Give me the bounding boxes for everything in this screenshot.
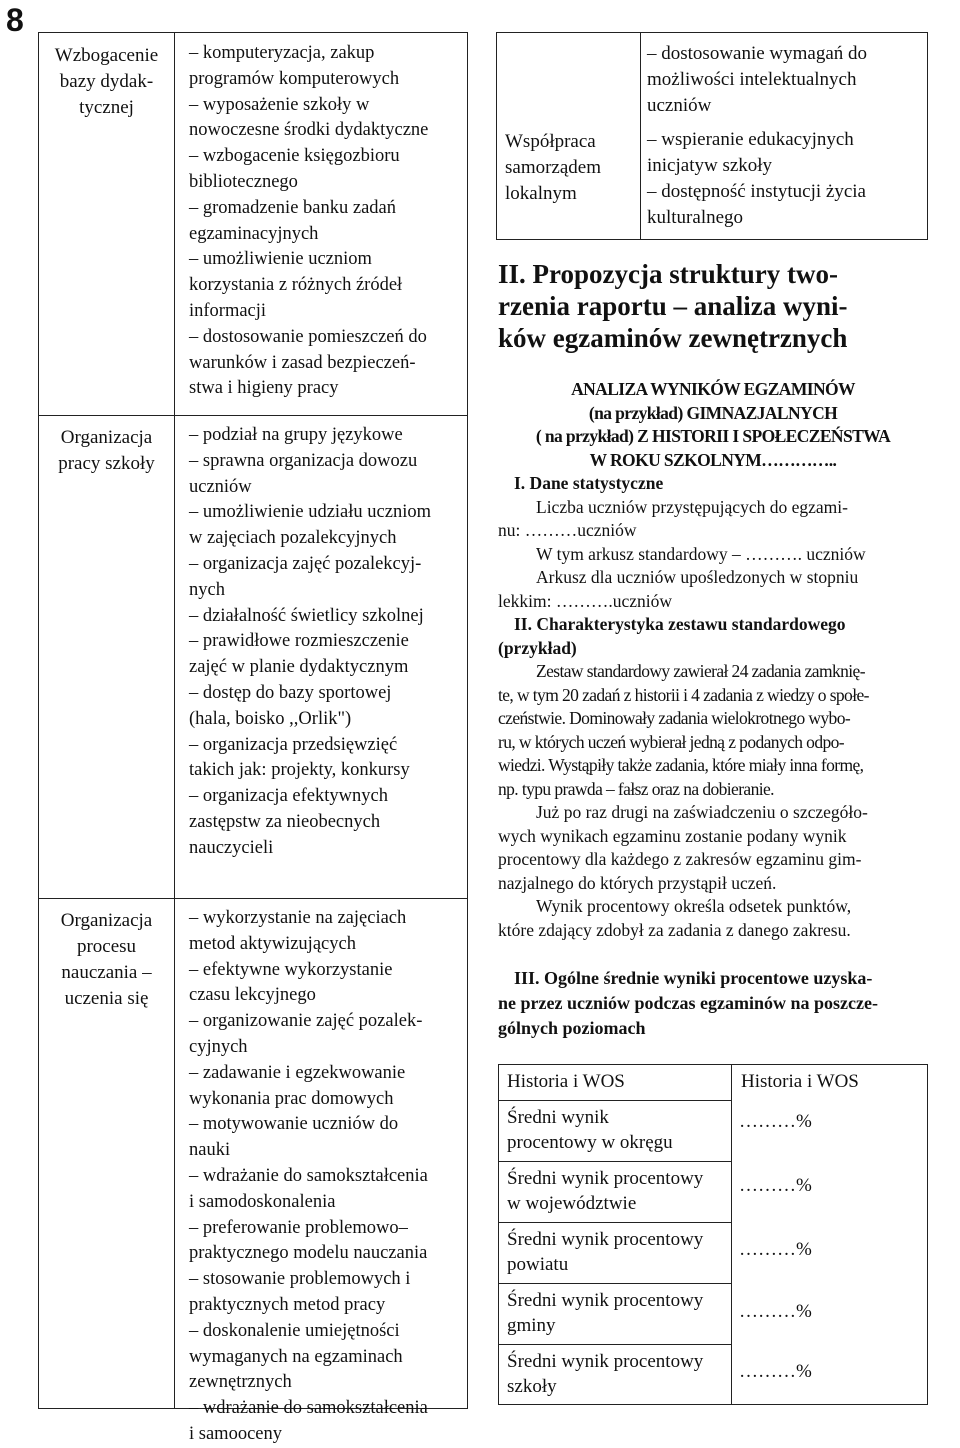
text-line: zajęć w planie dydaktycznym — [189, 657, 409, 678]
label-line: Organizacja — [60, 427, 153, 448]
table-row-teaching — [39, 898, 467, 1444]
text-line: praktycznego modelu nauczania — [189, 1243, 428, 1264]
label-line: tycznej — [79, 97, 134, 118]
text-line: – sprawna organizacja dowozu — [189, 450, 418, 471]
title-line: II. Propozycja struktury two- — [498, 259, 838, 289]
section-title — [498, 258, 928, 354]
label-line: uczenia się — [64, 988, 149, 1009]
text-line: ru, w których uczeń wybierał jedną z podanych odpo- — [498, 731, 845, 752]
text-line: wiedzi. Wystąpiły także zadania, które miały inna formę, — [498, 755, 864, 775]
text-line: – komputeryzacja, zakup — [189, 43, 375, 63]
text-line: wych wynikach egzaminu zostanie podany wynik — [498, 825, 847, 846]
row-label — [39, 43, 174, 121]
text-line: nazjalnego do których przystąpił uczeń. — [498, 872, 777, 893]
text-line: nauki — [189, 1140, 231, 1161]
label-line: Średni wynik procentowy — [507, 1351, 704, 1372]
text-line: – stosowanie problemowych i — [189, 1269, 411, 1290]
text-line: – gromadzenie banku zadań — [189, 197, 397, 218]
text-line: egzaminacyjnych — [189, 223, 319, 244]
text-line: w zajęciach pozalekcyjnych — [189, 528, 397, 549]
text-line: praktycznych metod pracy — [189, 1294, 386, 1315]
text-line: – wdrażanie do samokształcenia — [189, 1398, 428, 1419]
table-row-label — [499, 1101, 731, 1162]
text-line: – dostosowanie pomieszczeń do — [189, 326, 427, 347]
text-line: i samodoskonalenia — [189, 1191, 336, 1212]
heading-line: (na przykład) GIMNAZJALNYCH — [588, 402, 838, 423]
subheading: (przykład) — [498, 637, 577, 658]
table-row-work — [39, 415, 467, 899]
label-line: bazy dydak- — [59, 71, 154, 92]
table-row-label — [499, 1284, 731, 1345]
text-line: nu: ………uczniów — [498, 520, 637, 540]
text-line: – wdrażanie do samokształcenia — [189, 1165, 428, 1186]
subheading: I. Dane statystyczne — [514, 473, 664, 493]
text-line: Zestaw standardowy zawierał 24 zadania zamknię- — [536, 661, 865, 681]
paragraph-block — [498, 801, 928, 942]
label-line: samorządem — [505, 157, 602, 178]
text-line: takich jak: projekty, konkursy — [189, 760, 410, 781]
text-line: zewnętrznych — [189, 1372, 292, 1393]
text-line: – organizacja efektywnych — [189, 786, 388, 807]
label-line: Organizacja — [60, 910, 153, 931]
heading-line: ANALIZA WYNIKÓW EGZAMINÓW — [571, 379, 855, 399]
text-line: nauczycieli — [189, 837, 274, 858]
text-line: zastępstw za nieobecnych — [189, 811, 381, 832]
row-label — [505, 129, 601, 207]
text-line: – wykorzystanie na zajęciach — [189, 908, 407, 928]
text-line: – dostosowanie wymagań do — [647, 43, 868, 64]
text-line: korzystania z różnych źródeł — [189, 275, 403, 296]
column-divider — [731, 1065, 732, 1404]
text-line: Arkusz dla uczniów upośledzonych w stopniu — [536, 567, 859, 587]
column-divider — [640, 33, 641, 239]
text-line: – wzbogacenie księgozbioru — [189, 146, 400, 167]
text-line: inicjatyw szkoły — [647, 155, 773, 176]
label-line: szkoły — [507, 1376, 557, 1397]
text-line: programów komputerowych — [189, 68, 400, 89]
text-line: – dostępność instytucji życia — [647, 181, 866, 202]
table-row-value: ………% — [739, 1301, 812, 1322]
text-line: procentowy dla każdego z zakresów egzaminu gim- — [498, 849, 862, 869]
heading-line: ( na przykład) Z HISTORII I SPOŁECZEŃSTWA — [535, 426, 891, 446]
label-line: Współpraca — [505, 131, 596, 152]
left-table — [38, 32, 468, 1444]
title-line: rzenia raportu – analiza wyni- — [498, 291, 848, 321]
text-line: te, w tym 20 zadań z historii i 4 zadania z wiedzy o społe- — [498, 684, 869, 705]
analysis-section — [498, 378, 928, 942]
stats-block — [498, 496, 928, 614]
text-line: Liczba uczniów przystępujących do egzami- — [536, 496, 848, 517]
heading-line: W ROKU SZKOLNYM………….. — [589, 449, 837, 470]
text-line: możliwości intelektualnych — [647, 69, 857, 90]
text-line: i samooceny — [189, 1423, 282, 1444]
row-content — [647, 41, 867, 231]
table-row-label — [499, 1162, 731, 1223]
text-line: cyjnych — [189, 1036, 248, 1057]
label-line: procentowy w okręgu — [507, 1132, 673, 1153]
text-line: czeństwie. Dominowały zadania wielokrotnego wybo- — [498, 708, 851, 728]
heading-line: III. Ogólne średnie wyniki procentowe uzyska- — [514, 968, 873, 988]
text-line: – organizacja zajęć pozalekcyj- — [189, 553, 422, 574]
table-row-value: ………% — [739, 1239, 812, 1260]
row-content — [189, 423, 463, 862]
text-line: uczniów — [189, 476, 252, 497]
text-line: W tym arkusz standardowy – ………. uczniów — [536, 543, 866, 564]
text-line: – podział na grupy językowe — [189, 425, 403, 445]
text-line: (hala, boisko ,,Orlik") — [189, 708, 352, 729]
table-row-value: ………% — [739, 1111, 812, 1132]
text-line: – doskonalenie umiejętności — [189, 1320, 400, 1341]
table-row-label — [499, 1223, 731, 1284]
label-line: nauczania – — [61, 962, 152, 983]
table-row-value: ………% — [739, 1175, 812, 1196]
text-line: wykonania prac domowych — [189, 1088, 394, 1109]
label-line: gminy — [507, 1315, 556, 1336]
text-line: bibliotecznego — [189, 171, 298, 192]
text-line: – organizowanie zajęć pozalek- — [189, 1011, 423, 1032]
text-line: które zdający zdobył za zadania z danego zakresu. — [498, 919, 851, 940]
text-line: np. typu prawda – fałsz oraz na dobieranie. — [498, 778, 774, 799]
text-line: – wspieranie edukacyjnych — [647, 129, 854, 150]
table-row-label — [499, 1345, 731, 1405]
text-line: – umożliwienie udziału uczniom — [189, 502, 431, 523]
text-line: – prawidłowe rozmieszczenie — [189, 631, 409, 652]
cooperation-table — [496, 32, 928, 240]
text-line: nych — [189, 579, 225, 600]
label-line: powiatu — [507, 1254, 569, 1275]
text-line: lekkim: ……….uczniów — [498, 590, 673, 611]
text-line: – wyposażenie szkoły w — [189, 94, 370, 115]
text-line: czasu lekcyjnego — [189, 985, 316, 1006]
label-line: lokalnym — [505, 183, 577, 204]
subheading: II. Charakterystyka zestawu standardowego — [514, 614, 846, 634]
text-line: informacji — [189, 300, 267, 321]
row-content — [189, 906, 463, 1448]
text-line: uczniów — [647, 95, 712, 116]
text-line: – efektywne wykorzystanie — [189, 959, 393, 980]
scores-table — [498, 1064, 928, 1405]
label-line: Średni wynik procentowy — [507, 1168, 704, 1189]
section-three-heading — [498, 966, 928, 1041]
row-content — [189, 41, 463, 402]
text-line: metod aktywizujących — [189, 933, 356, 954]
text-line: Już po raz drugi na zaświadczeniu o szczegóło- — [536, 802, 868, 822]
text-line: warunków i zasad bezpieczeń- — [189, 352, 416, 373]
text-line: – zadawanie i egzekwowanie — [189, 1062, 406, 1083]
table-header-cell: Historia i WOS — [499, 1065, 731, 1101]
text-line: – dostęp do bazy sportowej — [189, 682, 392, 703]
text-line: – działalność świetlicy szkolnej — [189, 605, 424, 626]
table-row-base — [39, 33, 467, 416]
text-line: – umożliwienie uczniom — [189, 249, 372, 270]
table-row-value: ………% — [739, 1361, 812, 1382]
heading-line: ne przez uczniów podczas egzaminów na poszcze- — [498, 993, 878, 1013]
label-line: pracy szkoły — [58, 453, 155, 474]
page-number: 8 — [6, 2, 24, 38]
label-line: procesu — [76, 936, 137, 957]
row-label — [39, 425, 174, 477]
text-line: kulturalnego — [647, 207, 744, 228]
row-label — [39, 908, 174, 1012]
label-line: w województwie — [507, 1193, 637, 1214]
label-line: Średni wynik procentowy — [507, 1229, 704, 1250]
heading-line: gólnych poziomach — [498, 1018, 646, 1038]
text-line: wymaganych na egzaminach — [189, 1346, 403, 1367]
label-line: Wzbogacenie — [54, 45, 159, 66]
description-block — [498, 660, 928, 801]
text-line: – motywowanie uczniów do — [189, 1114, 399, 1135]
text-line: Wynik procentowy określa odsetek punktów, — [536, 896, 852, 916]
analysis-heading — [498, 378, 928, 472]
title-line: ków egzaminów zewnętrznych — [498, 323, 848, 353]
text-line: nowoczesne środki dydaktyczne — [189, 120, 429, 141]
text-line: stwa i higieny pracy — [189, 378, 339, 399]
text-line: – organizacja przedsięwzięć — [189, 734, 398, 755]
label-line: Średni wynik — [507, 1107, 609, 1128]
text-line: – preferowanie problemowo– — [189, 1217, 408, 1238]
table-header-cell: Historia i WOS — [741, 1071, 859, 1092]
label-line: Średni wynik procentowy — [507, 1290, 704, 1311]
